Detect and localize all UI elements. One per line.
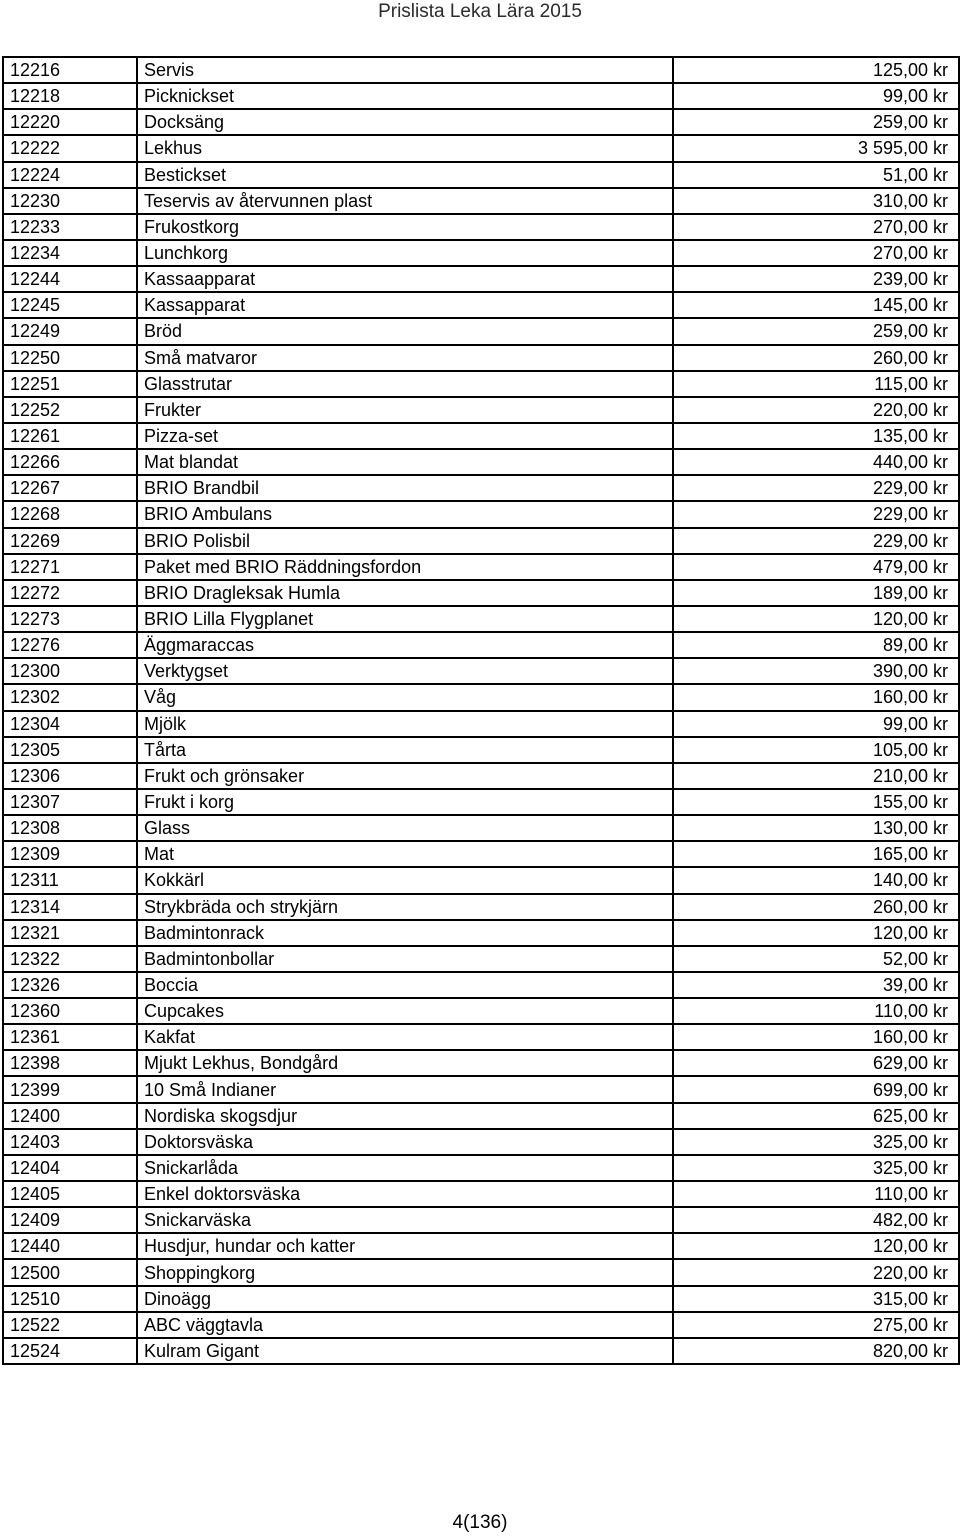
price-cell: 440,00 kr [673, 449, 959, 475]
product-name-cell: Strykbräda och strykjärn [137, 894, 673, 920]
article-number-cell: 12249 [3, 318, 137, 344]
article-number-cell: 12220 [3, 109, 137, 135]
price-cell: 51,00 kr [673, 162, 959, 188]
article-number-cell: 12276 [3, 632, 137, 658]
table-row [3, 1103, 959, 1129]
product-name-cell: BRIO Ambulans [137, 501, 673, 527]
table-row [3, 580, 959, 606]
product-name-cell: Mjölk [137, 711, 673, 737]
table-row [3, 946, 959, 972]
article-number-cell: 12361 [3, 1024, 137, 1050]
table-row [3, 867, 959, 893]
price-table [2, 56, 960, 1365]
product-name-cell: Frukostkorg [137, 214, 673, 240]
article-number-cell: 12400 [3, 1103, 137, 1129]
article-number-cell: 12322 [3, 946, 137, 972]
article-number-cell: 12244 [3, 266, 137, 292]
article-number-cell: 12403 [3, 1129, 137, 1155]
price-cell: 52,00 kr [673, 946, 959, 972]
price-cell: 3 595,00 kr [673, 135, 959, 161]
table-row [3, 83, 959, 109]
product-name-cell: Bestickset [137, 162, 673, 188]
table-row [3, 1233, 959, 1259]
article-number-cell: 12307 [3, 789, 137, 815]
article-number-cell: 12252 [3, 397, 137, 423]
article-number-cell: 12272 [3, 580, 137, 606]
table-row [3, 1129, 959, 1155]
table-row [3, 606, 959, 632]
product-name-cell: Mat blandat [137, 449, 673, 475]
article-number-cell: 12271 [3, 554, 137, 580]
price-cell: 160,00 kr [673, 684, 959, 710]
price-cell: 259,00 kr [673, 109, 959, 135]
price-cell: 270,00 kr [673, 214, 959, 240]
article-number-cell: 12269 [3, 528, 137, 554]
price-cell: 99,00 kr [673, 83, 959, 109]
product-name-cell: Bröd [137, 318, 673, 344]
article-number-cell: 12405 [3, 1181, 137, 1207]
table-row [3, 1338, 959, 1364]
product-name-cell: Glass [137, 815, 673, 841]
price-cell: 125,00 kr [673, 57, 959, 83]
article-number-cell: 12251 [3, 371, 137, 397]
price-cell: 315,00 kr [673, 1286, 959, 1312]
product-name-cell: Kulram Gigant [137, 1338, 673, 1364]
price-cell: 115,00 kr [673, 371, 959, 397]
article-number-cell: 12268 [3, 501, 137, 527]
product-name-cell: Verktygset [137, 658, 673, 684]
price-cell: 220,00 kr [673, 1259, 959, 1285]
product-name-cell: Snickarlåda [137, 1155, 673, 1181]
table-row [3, 1155, 959, 1181]
article-number-cell: 12245 [3, 292, 137, 318]
product-name-cell: Våg [137, 684, 673, 710]
table-row [3, 658, 959, 684]
product-name-cell: Badmintonrack [137, 920, 673, 946]
article-number-cell: 12261 [3, 423, 137, 449]
product-name-cell: Kokkärl [137, 867, 673, 893]
price-cell: 270,00 kr [673, 240, 959, 266]
price-cell: 260,00 kr [673, 894, 959, 920]
article-number-cell: 12224 [3, 162, 137, 188]
table-row [3, 266, 959, 292]
table-row [3, 57, 959, 83]
price-cell: 145,00 kr [673, 292, 959, 318]
article-number-cell: 12404 [3, 1155, 137, 1181]
article-number-cell: 12398 [3, 1050, 137, 1076]
price-cell: 260,00 kr [673, 345, 959, 371]
price-cell: 89,00 kr [673, 632, 959, 658]
product-name-cell: Kassaapparat [137, 266, 673, 292]
price-cell: 220,00 kr [673, 397, 959, 423]
article-number-cell: 12326 [3, 972, 137, 998]
table-row [3, 815, 959, 841]
price-cell: 160,00 kr [673, 1024, 959, 1050]
table-row [3, 632, 959, 658]
price-cell: 140,00 kr [673, 867, 959, 893]
table-row [3, 972, 959, 998]
table-row [3, 240, 959, 266]
table-row [3, 371, 959, 397]
product-name-cell: Boccia [137, 972, 673, 998]
price-cell: 229,00 kr [673, 501, 959, 527]
table-row [3, 789, 959, 815]
table-row [3, 1207, 959, 1233]
table-row [3, 501, 959, 527]
table-row [3, 554, 959, 580]
table-row [3, 684, 959, 710]
table-row [3, 841, 959, 867]
article-number-cell: 12267 [3, 475, 137, 501]
price-cell: 110,00 kr [673, 998, 959, 1024]
article-number-cell: 12522 [3, 1312, 137, 1338]
product-name-cell: Dinoägg [137, 1286, 673, 1312]
price-cell: 110,00 kr [673, 1181, 959, 1207]
price-table-body [3, 57, 959, 1364]
price-cell: 482,00 kr [673, 1207, 959, 1233]
table-row [3, 135, 959, 161]
product-name-cell: Frukt i korg [137, 789, 673, 815]
table-row [3, 1181, 959, 1207]
product-name-cell: BRIO Dragleksak Humla [137, 580, 673, 606]
price-cell: 135,00 kr [673, 423, 959, 449]
article-number-cell: 12440 [3, 1233, 137, 1259]
price-cell: 239,00 kr [673, 266, 959, 292]
product-name-cell: Pizza-set [137, 423, 673, 449]
article-number-cell: 12266 [3, 449, 137, 475]
product-name-cell: BRIO Lilla Flygplanet [137, 606, 673, 632]
article-number-cell: 12409 [3, 1207, 137, 1233]
article-number-cell: 12360 [3, 998, 137, 1024]
price-cell: 210,00 kr [673, 763, 959, 789]
product-name-cell: Doktorsväska [137, 1129, 673, 1155]
table-row [3, 894, 959, 920]
article-number-cell: 12300 [3, 658, 137, 684]
product-name-cell: 10 Små Indianer [137, 1076, 673, 1102]
product-name-cell: Lunchkorg [137, 240, 673, 266]
article-number-cell: 12305 [3, 737, 137, 763]
table-row [3, 475, 959, 501]
article-number-cell: 12273 [3, 606, 137, 632]
article-number-cell: 12321 [3, 920, 137, 946]
table-row [3, 763, 959, 789]
product-name-cell: Tårta [137, 737, 673, 763]
product-name-cell: Shoppingkorg [137, 1259, 673, 1285]
price-cell: 229,00 kr [673, 528, 959, 554]
article-number-cell: 12306 [3, 763, 137, 789]
article-number-cell: 12233 [3, 214, 137, 240]
article-number-cell: 12302 [3, 684, 137, 710]
product-name-cell: Snickarväska [137, 1207, 673, 1233]
price-cell: 99,00 kr [673, 711, 959, 737]
price-cell: 325,00 kr [673, 1129, 959, 1155]
price-cell: 165,00 kr [673, 841, 959, 867]
article-number-cell: 12314 [3, 894, 137, 920]
product-name-cell: Paket med BRIO Räddningsfordon [137, 554, 673, 580]
price-cell: 479,00 kr [673, 554, 959, 580]
table-row [3, 318, 959, 344]
table-row [3, 423, 959, 449]
product-name-cell: Frukter [137, 397, 673, 423]
table-row [3, 737, 959, 763]
article-number-cell: 12230 [3, 188, 137, 214]
product-name-cell: Teservis av återvunnen plast [137, 188, 673, 214]
price-cell: 390,00 kr [673, 658, 959, 684]
article-number-cell: 12399 [3, 1076, 137, 1102]
product-name-cell: Kakfat [137, 1024, 673, 1050]
article-number-cell: 12308 [3, 815, 137, 841]
table-row [3, 397, 959, 423]
page-number: 4(136) [452, 1512, 508, 1533]
product-name-cell: Glasstrutar [137, 371, 673, 397]
price-cell: 120,00 kr [673, 920, 959, 946]
table-row [3, 1050, 959, 1076]
price-cell: 189,00 kr [673, 580, 959, 606]
table-row [3, 214, 959, 240]
product-name-cell: Picknickset [137, 83, 673, 109]
product-name-cell: Enkel doktorsväska [137, 1181, 673, 1207]
table-row [3, 1286, 959, 1312]
product-name-cell: Cupcakes [137, 998, 673, 1024]
table-row [3, 109, 959, 135]
article-number-cell: 12216 [3, 57, 137, 83]
price-cell: 229,00 kr [673, 475, 959, 501]
table-row [3, 1076, 959, 1102]
table-row [3, 345, 959, 371]
table-row [3, 162, 959, 188]
price-cell: 155,00 kr [673, 789, 959, 815]
article-number-cell: 12222 [3, 135, 137, 161]
price-cell: 625,00 kr [673, 1103, 959, 1129]
price-cell: 105,00 kr [673, 737, 959, 763]
table-row [3, 711, 959, 737]
article-number-cell: 12234 [3, 240, 137, 266]
product-name-cell: Frukt och grönsaker [137, 763, 673, 789]
article-number-cell: 12309 [3, 841, 137, 867]
product-name-cell: Husdjur, hundar och katter [137, 1233, 673, 1259]
article-number-cell: 12510 [3, 1286, 137, 1312]
table-row [3, 292, 959, 318]
table-row [3, 1259, 959, 1285]
table-row [3, 1024, 959, 1050]
product-name-cell: Äggmaraccas [137, 632, 673, 658]
article-number-cell: 12218 [3, 83, 137, 109]
table-row [3, 528, 959, 554]
product-name-cell: Mat [137, 841, 673, 867]
product-name-cell: Docksäng [137, 109, 673, 135]
article-number-cell: 12304 [3, 711, 137, 737]
product-name-cell: ABC väggtavla [137, 1312, 673, 1338]
article-number-cell: 12500 [3, 1259, 137, 1285]
article-number-cell: 12250 [3, 345, 137, 371]
price-cell: 120,00 kr [673, 606, 959, 632]
product-name-cell: Små matvaror [137, 345, 673, 371]
price-cell: 39,00 kr [673, 972, 959, 998]
price-cell: 325,00 kr [673, 1155, 959, 1181]
price-cell: 120,00 kr [673, 1233, 959, 1259]
product-name-cell: Nordiska skogsdjur [137, 1103, 673, 1129]
article-number-cell: 12311 [3, 867, 137, 893]
price-cell: 820,00 kr [673, 1338, 959, 1364]
page-title: Prislista Leka Lära 2015 [378, 1, 582, 22]
product-name-cell: Lekhus [137, 135, 673, 161]
price-cell: 310,00 kr [673, 188, 959, 214]
price-cell: 629,00 kr [673, 1050, 959, 1076]
price-cell: 259,00 kr [673, 318, 959, 344]
table-row [3, 920, 959, 946]
table-row [3, 998, 959, 1024]
table-row [3, 188, 959, 214]
article-number-cell: 12524 [3, 1338, 137, 1364]
price-cell: 130,00 kr [673, 815, 959, 841]
product-name-cell: Badmintonbollar [137, 946, 673, 972]
table-row [3, 1312, 959, 1338]
product-name-cell: BRIO Brandbil [137, 475, 673, 501]
price-cell: 699,00 kr [673, 1076, 959, 1102]
product-name-cell: BRIO Polisbil [137, 528, 673, 554]
price-cell: 275,00 kr [673, 1312, 959, 1338]
product-name-cell: Kassapparat [137, 292, 673, 318]
table-row [3, 449, 959, 475]
product-name-cell: Servis [137, 57, 673, 83]
product-name-cell: Mjukt Lekhus, Bondgård [137, 1050, 673, 1076]
